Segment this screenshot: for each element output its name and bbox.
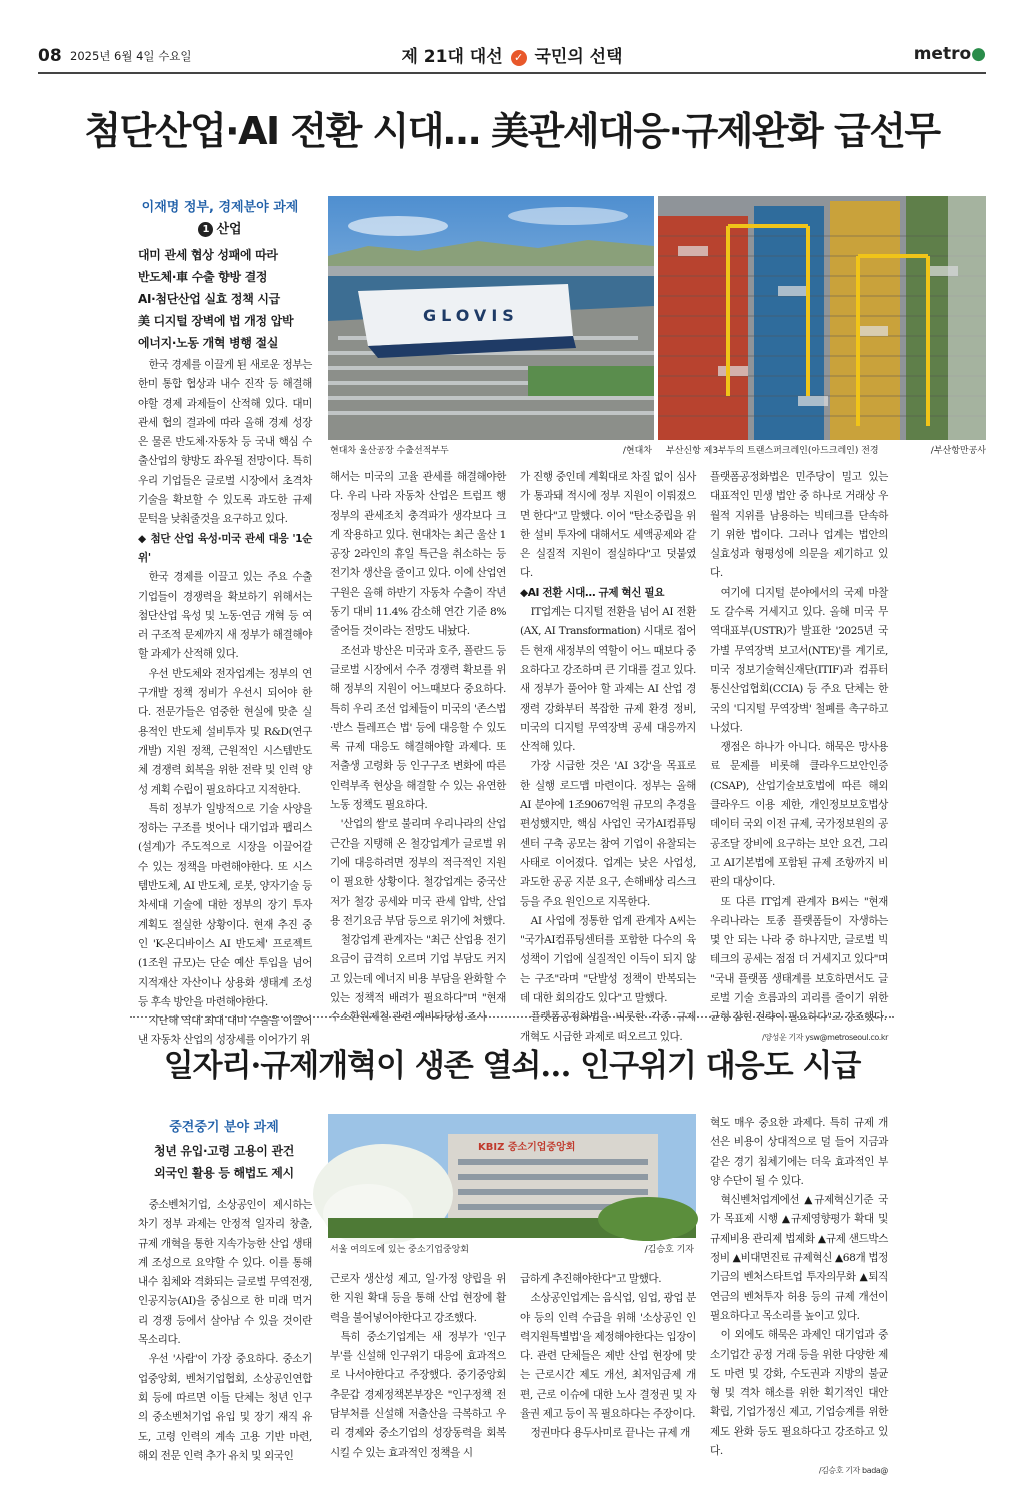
article-divider bbox=[130, 1016, 894, 1018]
article1-subhead-1: ◆ 첨단 산업 육성·미국 관세 대응 '1순위' bbox=[138, 532, 312, 564]
article1-kicker-sub: 1 산업 bbox=[130, 218, 310, 237]
car-carrier-image bbox=[328, 196, 654, 440]
subhead: AI·첨단산업 실효 정책 시급 bbox=[138, 292, 280, 306]
article1-column-1: 한국 경제를 이끌게 된 새로운 정부는 한미 통합 협상과 내수 진작 등 해결해야할 경제 과제들이 산적해 있다. 대미 관세 협의 결과에 따라 올해 경제 성장은 물론 반도체·자동차 등 국내 핵심 수출산업의 향방도 좌우될 전망이다. 특히 우리 기업들은 글로벌 시장에서 초격차 기술을 확보할 수 있도록 과도한 규제 문턱을 낮춰줄것을 요구하고 있다. ◆ 첨단 산업 육성·미국 관세 대응 '1순위' 한국 경제를 이끌고 있는 주요 수출 기업들이 경쟁력을 확보하기 위해서는 첨단산업 육성 및 노동·연금 개혁 등 여러 구조적 문제까지 새 정부가 해결해야할 과제가 산적해 있다. 우선 반도체와 전자업계는 정부의 연구개발 정책 정비가 우선시 되어야 한다. 전문가들은 엄중한 현실에 맞춘 실용적인 반도체 설비투자 및 R&D(연구개발) 지원 정책, 근원적인 시스템반도체 경쟁력 회복을 위한 전략 및 인력 양성 계획 수립이 필요하다고 지적한다. 특히 정부가 일방적으로 기술 사양을 정하는 구조를 벗어나 대기업과 팹리스(설계)가 주도적으로 시장을 이끌어갈 수 있는 정책을 마련해야한다. 또 시스템반도체, AI 반도체, 로봇, 양자기술 등 차세대 기술에 대한 정부의 장기 투자 계획도 절실한 상황이다. 현재 추진 중인 'K-온디바이스 AI 반도체' 프로젝트(1조원 규모)는 단순 예산 투입을 넘어 지적재산 자산이나 상용화 생태계 조성 등 후속 방안을 마련해야한다. 지난해 역대 최대 대미 수출을 이끌어낸 자동차 산업의 성장세를 이어가기 위 bbox=[138, 359, 312, 1047]
subhead: 대미 관세 협상 성패에 따라 bbox=[138, 248, 278, 262]
article2-kicker: 중견중기 분야 과제 bbox=[169, 1120, 279, 1135]
article2-column-2: 근로자 생산성 제고, 일·가정 양립을 위한 지원 확대 등을 통해 산업 현장에 활력을 불어넣어야한다고 강조했다. 특히 중소기업계는 새 정부가 '인구부'를 신설해 인구위기 대응에 효과적으로 나서야한다고 주장했다. 중기중앙회 추문갑 경제정책본부장은 "인구정책 전담부처를 신설해 저출산을 극복하고 우리 경제와 중소기업의 성장동력을 회복시킬 수 있는 효과적인 정책을 시 bbox=[330, 1273, 506, 1459]
subhead: 반도체·車 수출 향방 결정 bbox=[138, 270, 268, 284]
article1-kicker: 이재명 정부, 경제분야 과제 bbox=[141, 200, 299, 215]
article2-byline: /김승호 기자 bada@ bbox=[818, 1466, 888, 1476]
article2-column-4: 혁도 매우 중요한 과제다. 특히 규제 개선은 비용이 상대적으로 덜 들어 지금과 같은 경기 침체기에는 더욱 효과적인 부양 수단이 될 수 있다. 혁신벤처업계에선 ▲규제혁신기준 국가 목표제 시행 ▲규제영향평가 확대 및 규제비용 관리제 법제화 ▲규제 샌드박스 정비 ▲비대면진료 규제혁신 ▲68개 법정기금의 벤처스타트업 투자의무화 ▲퇴직연금의 벤처투자 허용 등의 규제 개선이 필요하다고 목소리를 높이고 있다. 이 외에도 해묵은 과제인 대기업과 중소기업간 공정 거래 등을 위한 다양한 제도 마련 및 강화, 수도권과 지방의 불균형 및 격차 해소를 위한 획기적인 대안 확립, 기업가정신 제고, 기업승계를 위한 제도 완화 등도 필요하다고 강조하고 있다. /김승호 기자 bada@ bbox=[710, 1117, 888, 1476]
subhead: 청년 유입·고령 고용이 관건 bbox=[153, 1144, 295, 1158]
building-sign: KBIZ 중소기업중앙회 bbox=[478, 1142, 576, 1153]
issue-date: 2025년 6월 4일 수요일 bbox=[70, 49, 192, 63]
kbiz-building-image bbox=[328, 1114, 696, 1238]
article2-column-3: 급하게 추진해야한다"고 말했다. 소상공인업계는 음식업, 임업, 광업 분야 등의 인력 수급을 위해 '소상공인 인력지원특별법'을 제정해야한다는 입장이다. 관련 단체들은 제반 산업 현장에 맞는 근로시간 제도 개선, 최저임금제 개편, 근로 이슈에 대한 노사 결정권 및 자율권 제고 등이 꼭 필요하다는 주장이다. 정권마다 용두사미로 끝나는 규제 개 bbox=[520, 1273, 696, 1440]
section-title: 제 21대 대선 ✓ 국민의 선택 bbox=[401, 47, 623, 67]
page-number: 08 bbox=[38, 46, 62, 66]
article1-column-4: 플랫폼공정화법은 민주당이 밀고 있는 대표적인 민생 법안 중 하나로 거래상 우월적 지위를 남용하는 빅테크를 단속하기 위한 법이다. 그러나 업계는 법안의 실효성과 형평성에 의문을 제기하고 있다. 여기에 디지털 분야에서의 국제 마찰도 갈수록 거세지고 있다. 올해 미국 무역대표부(USTR)가 발표한 '2025년 국가별 무역장벽 보고서(NTE)'를 계기로, 미국 정보기술혁신재단(ITIF)과 컴퓨터통신산업협회(CCIA) 등 주요 단체는 한국의 '디지털 무역장벽' 철폐를 촉구하고 나섰다. 쟁점은 하나가 아니다. 해묵은 망사용료 문제를 비롯해 클라우드보안인증(CSAP), 산업기술보호법에 따른 해외 클라우드 이용 제한, 개인정보보호법상 데이터 국외 이전 규제, 국가정보원의 공공조달 장비에 요구하는 보안 요건, 그리고 AI기본법에 포함된 규제 조항까지 비판의 대상이다. 또 다른 IT업계 관계자 B씨는 "현재 우리나라는 토종 플랫폼들이 자생하는 몇 안 되는 나라 중 하나지만, 글로벌 빅테크의 공세는 점점 더 거세지고 있다"며 "국내 플랫폼 생태계를 보호하면서도 글로벌 기술 흐름과의 괴리를 줄이기 위한 균형 잡힌 전략이 필요하다"고 강조했다. /양성운 기자 ysw@metroseoul.co.kr bbox=[710, 471, 888, 1042]
brand-logo: metro● bbox=[913, 44, 986, 64]
article1-byline: /양성운 기자 ysw@metroseoul.co.kr bbox=[762, 1032, 888, 1042]
photo3-caption: 서울 여의도에 있는 중소기업중앙회 /김승호 기자 bbox=[330, 1242, 694, 1255]
photo2-credit: /부산항만공사 bbox=[930, 446, 986, 456]
subhead: 에너지·노동 개혁 병행 절실 bbox=[138, 336, 279, 350]
subhead: 외국인 활용 등 해법도 제시 bbox=[154, 1166, 294, 1180]
election-mark-icon: ✓ bbox=[511, 50, 527, 66]
article1-headline: 첨단산업·AI 전환 시대… 美관세대응·규제완화 급선무 bbox=[84, 109, 940, 153]
number-badge-icon: 1 bbox=[198, 222, 213, 237]
photo3-credit: /김승호 기자 bbox=[644, 1245, 694, 1255]
photo-car-carrier bbox=[328, 196, 654, 440]
logo-dot-icon: ● bbox=[971, 44, 986, 64]
photo1-credit: /현대차 bbox=[622, 446, 652, 456]
article1-subhead-2: ◆AI 전환 시대… 규제 혁신 필요 bbox=[520, 586, 665, 599]
ship-name: GLOVIS bbox=[423, 306, 519, 325]
photo-container-terminal bbox=[658, 196, 986, 440]
page-header bbox=[38, 40, 986, 72]
subhead: 美 디지털 장벽에 법 개정 압박 bbox=[138, 314, 294, 328]
article2-column-1: 중소벤처기업, 소상공인이 제시하는 차기 정부 과제는 안정적 일자리 창출, 규제 개혁을 통한 지속가능한 산업 생태계 조성으로 요약할 수 있다. 이를 통해 내수 침체와 격화되는 글로벌 무역전쟁, 인공지능(AI)을 중심으로 한 미래 먹거리 경쟁 등에서 살아남 수 있을 것이란 목소리다. 우선 '사람'이 가장 중요하다. 중소기업중앙회, 벤처기업협회, 소상공인연합회 등에 따르면 이들 단체는 청년 인구의 중소벤처기업 유입 및 장기 재직 유도, 고령 인력의 계속 고용 기반 마련, 해외 전문 인력 추가 유치 및 외국인 bbox=[138, 1199, 312, 1462]
article2-headline: 일자리·규제개혁이 생존 열쇠… 인구위기 대응도 시급 bbox=[163, 1048, 861, 1084]
container-terminal-image bbox=[658, 196, 986, 440]
article1-subheads bbox=[138, 244, 293, 354]
photo-kbiz-building bbox=[328, 1114, 696, 1238]
article1-column-3: 가 진행 중인데 계획대로 차질 없이 심사가 통과돼 적시에 정부 지원이 이뤄졌으면 한다"고 말했다. 이어 "탄소중립을 위한 설비 투자에 대해서도 세액공제와 같은 실질적 지원이 절실하다"고 덧붙였다. ◆AI 전환 시대… 규제 혁신 필요 IT업계는 디지털 전환을 넘어 AI 전환(AX, AI Transformation) 시대로 접어든 현재 새정부의 역할이 어느 때보다 중요하다고 강조하며 큰 기대를 걸고 있다. 새 정부가 풀어야 할 과제는 AI 산업 경쟁력 강화부터 복잡한 규제 환경 정비, 미국의 디지털 무역장벽 공세 대응까지 산적해 있다. 가장 시급한 것은 'AI 3강'을 목표로 한 실행 로드맵 마련이다. 정부는 올해 AI 분야에 1조9067억원 규모의 추경을 편성했지만, 핵심 사업인 국가AI컴퓨팅센터 구축 공모는 참여 기업이 유찰되는 사태로 이어졌다. 업계는 낮은 사업성, 과도한 공공 지분 요구, 손해배상 리스크 등을 주요 원인으로 지목한다. AI 사업에 정통한 업계 관계자 A씨는 "국가AI컴퓨팅센터를 포함한 다수의 육성책이 기업에 실질적인 이득이 되지 않는 구조"라며 "단발성 정책이 반복되는 데 대한 회의감도 있다"고 말했다. 플랫폼공정화법을 비롯한 각종 규제 개혁도 시급한 과제로 떠오르고 있다. bbox=[520, 471, 696, 1043]
photo2-caption: 부산신항 제3부두의 트랜스퍼크레인(아드크레인) 전경 /부산항만공사 bbox=[666, 443, 986, 456]
header-rule bbox=[38, 72, 986, 74]
article2-subheads bbox=[138, 1140, 310, 1184]
article1-column-2: 해서는 미국의 고율 관세를 해결해야한다. 우리 나라 자동차 산업은 트럼프 행정부의 관세조치 충격파가 생각보다 크게 작용하고 있다. 현대차는 최근 울산 1공장 2라인의 휴일 특근을 취소하는 등 전기차 생산을 줄이고 있다. 이에 산업연구원은 올해 하반기 자동차 수출이 작년 동기 대비 11.4% 감소해 연간 기준 8% 줄어들 것이라는 전망도 내놨다. 조선과 방산은 미국과 호주, 폴란드 등 글로벌 시장에서 수주 경쟁력 확보를 위해 정부의 지원이 어느때보다 중요하다. 특히 우리 조선 업체들이 미국의 '존스법·반스 틀레프슨 법' 등에 대응할 수 있도록 규제 대응도 해결해야할 과제다. 또 저출생 고령화 등 인구구조 변화에 따른 인력부족 현상을 해결할 수 있는 유연한 노동 정책도 필요하다. '산업의 쌀'로 불리며 우리나라의 산업 근간을 지탱해 온 철강업계가 글로벌 위기에 대응하려면 정부의 적극적인 지원이 필요한 상황이다. 철강업계는 중국산 저가 철강 공세와 미국 관세 압박, 산업용 전기요금 부담 등으로 위기에 처했다. 철강업계 관계자는 "최근 산업용 전기요금이 급격히 오르며 기업 부담도 커지고 있는데 에너지 비용 부담을 완화할 수 있는 정책적 배려가 필요하다"며 "현재 수소환원제철 관련 예비타당성 조사 bbox=[330, 471, 506, 1024]
photo1-caption: 현대차 울산공장 수출선적부두 /현대차 bbox=[330, 443, 652, 456]
